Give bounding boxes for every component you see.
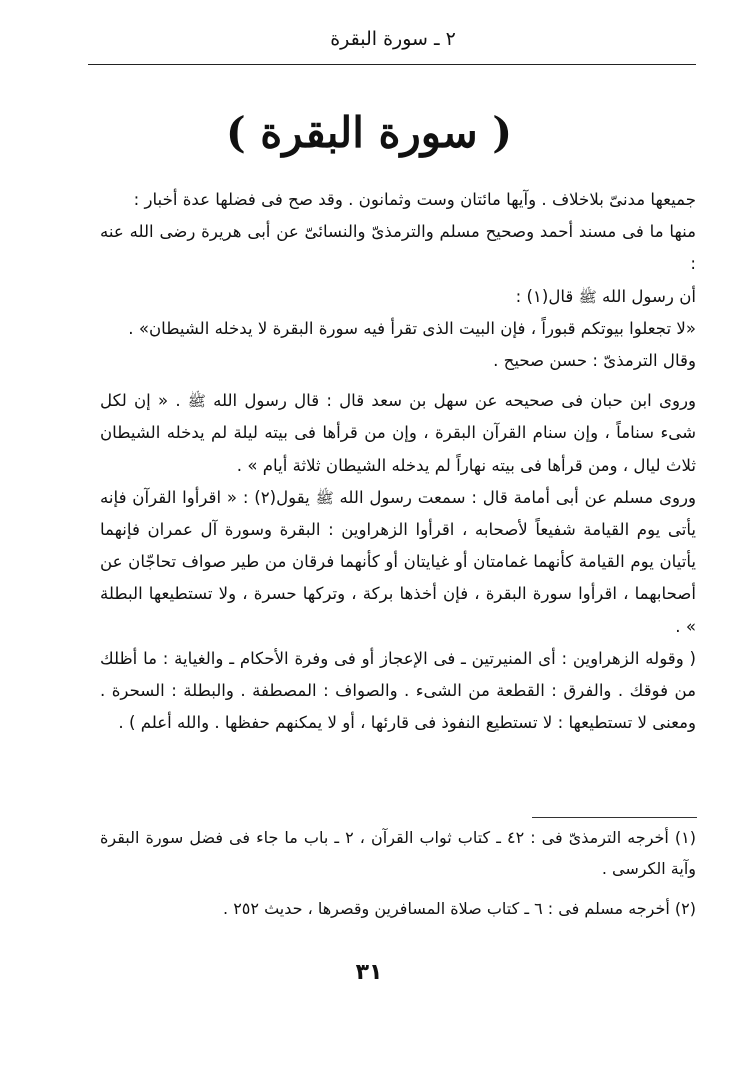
footnotes: [100, 822, 696, 924]
sura-title: ( سورة البقرة ): [225, 108, 513, 157]
ibn-hibban-end: . « إن لكل شىء سناماً ، وإن سنام القرآن البقرة ، وإن من قرأها فى بيته ليلة لم يدخله الشيطان ثلاث ليال ، ومن قرأها فى بيته نهاراً لم يدخله الشيطان ثلاثة أيام » .: [100, 391, 696, 475]
paragraph-sources: منها ما فى مسند أحمد وصحيح مسلم والترمذىّ والنسائىّ عن أبى هريرة رضى الله عنه :: [100, 222, 696, 274]
paragraph-glossary: ( وقوله الزهراوين : أى المنيرتين ـ فى الإعجاز أو فى وفرة الأحكام ـ والغياية : ما أظلك من فوقك . والفرق : القطعة من الشىء . والصواف : المصطفة . والبطلة : السحرة . ومعنى لا تستطيعها : لا تستطيع النفوذ فى قارئها ، أو لا يمكنهم حفظها . والله أعلم ) .: [100, 648, 696, 733]
paragraph-hadith-1: «لا تجعلوا بيوتكم قبوراً ، فإن البيت الذى تقرأ فيه سورة البقرة لا يدخله الشيطان» .: [128, 318, 696, 338]
header-rule: [88, 64, 696, 65]
paragraph-hadith-intro: [100, 281, 696, 313]
salutation-mark: ﷺ: [187, 392, 206, 411]
page-number: ٣١: [355, 960, 383, 985]
paragraph-muslim: [100, 482, 696, 643]
paragraph-intro: جميعها مدنىّ بلاخلاف . وآيها مائتان وست وثمانون . وقد صح فى فضلها عدة أخبار :: [133, 190, 696, 209]
footnote-rule: [532, 817, 697, 818]
salutation-mark: ﷺ: [578, 287, 597, 306]
muslim-start: وروى مسلم عن أبى أمامة قال : سمعت رسول الله: [333, 487, 697, 507]
footnote-2: (٢) أخرجه مسلم فى : ٦ ـ كتاب صلاة المسافرين وقصرها ، حديث ٢٥٢ .: [223, 899, 696, 918]
footnote-1: (١) أخرجه الترمذىّ فى : ٤٢ ـ كتاب ثواب القرآن ، ٢ ـ باب ما جاء فى فضل سورة البقرة وآية الكرسى .: [100, 828, 697, 878]
body-text: [100, 184, 696, 739]
hadith-intro-end: قال(١) :: [515, 286, 579, 306]
running-header: ٢ ـ سورة البقرة: [330, 28, 456, 50]
ibn-hibban-start: وروى ابن حبان فى صحيحه عن سهل بن سعد قال : قال رسول الله: [205, 391, 697, 411]
paragraph-tirmidhi-grade: وقال الترمذىّ : حسن صحيح .: [493, 351, 696, 371]
hadith-intro-text: أن رسول الله: [596, 286, 696, 306]
muslim-end: يقول(٢) : « اقرأوا القرآن فإنه يأتى يوم القيامة شفيعاً لأصحابه ، اقرأوا الزهراوين : البقرة وسورة آل عمران فإنهما يأتيان يوم القيامة كأنهما غمامتان أو غيايتان أو كأنهما فرقان من طير صواف تحاجّان عن أصحابهما ، اقرأوا سورة البقرة ، فإن أخذها بركة ، وتركها حسرة ، ولا تستطيعها البطلة » .: [100, 487, 696, 636]
paragraph-ibn-hibban: [100, 385, 696, 482]
salutation-mark: ﷺ: [315, 488, 334, 507]
